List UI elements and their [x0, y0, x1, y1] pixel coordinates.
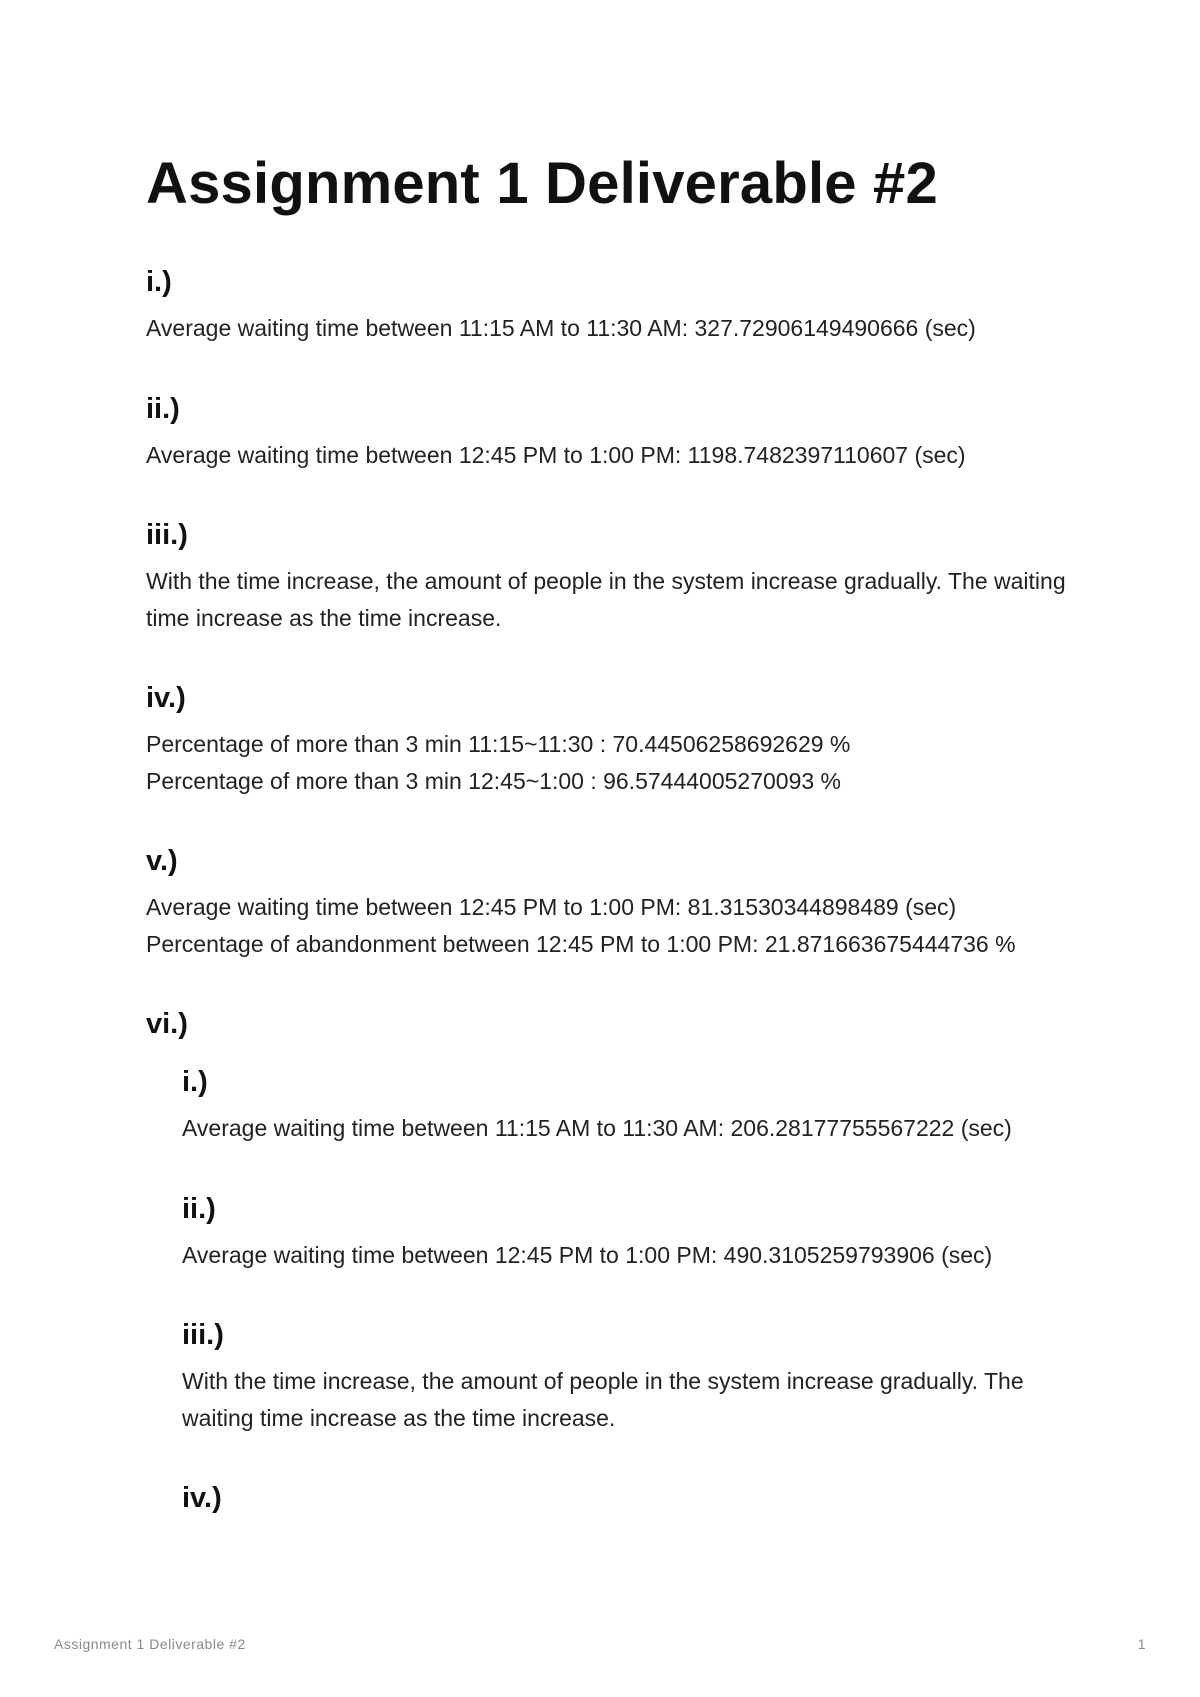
subsection-heading: i.) [182, 1066, 208, 1098]
subsection-line: Average waiting time between 12:45 PM to 1:00 PM: 490.3105259793906 (sec) [182, 1241, 993, 1268]
section-heading: v.) [146, 845, 178, 877]
document-page [146, 148, 1076, 1526]
section-line: Average waiting time between 11:15 AM to 11:30 AM: 327.72906149490666 (sec) [146, 315, 976, 341]
subsection-line: With the time increase, the amount of people in the system increase gradually. The waiting time increase as the time increase. [182, 1368, 1024, 1431]
subsection-line: Average waiting time between 11:15 AM to 11:30 AM: 206.28177755567222 (sec) [182, 1115, 1012, 1141]
section-body [146, 437, 1076, 474]
section-heading: i.) [146, 266, 172, 298]
page-footer [54, 1636, 1146, 1652]
section-vi [146, 1006, 1076, 1516]
section-ii [146, 391, 1076, 474]
section-line: Percentage of more than 3 min 12:45~1:00 : 96.57444005270093 % [146, 767, 841, 794]
section-body [146, 726, 1076, 799]
section-v [146, 843, 1076, 962]
section-iii [146, 517, 1076, 636]
subsection-vi-ii [182, 1191, 1072, 1274]
section-body [146, 563, 1076, 636]
section-heading: iv.) [146, 682, 186, 714]
section-heading: ii.) [146, 392, 180, 425]
section-body [146, 310, 1076, 347]
footer-page-number: 1 [1137, 1636, 1146, 1652]
subsection-heading: iii.) [182, 1319, 224, 1351]
section-line: Average waiting time between 12:45 PM to 1:00 PM: 1198.7482397110607 (sec) [146, 441, 966, 468]
subsection-heading: iv.) [182, 1482, 222, 1514]
section-line: Average waiting time between 12:45 PM to 1:00 PM: 81.31530344898489 (sec) [146, 894, 957, 920]
section-heading: iii.) [146, 519, 188, 551]
subsection-body [182, 1237, 1072, 1274]
subsection-body [182, 1363, 1072, 1436]
footer-document-title: Assignment 1 Deliverable #2 [54, 1636, 246, 1652]
section-iv [146, 680, 1076, 799]
section-line: Percentage of abandonment between 12:45 PM to 1:00 PM: 21.871663675444736 % [146, 930, 1016, 957]
subsection-body [182, 1110, 1072, 1147]
subsection-vi-iv [182, 1480, 1072, 1516]
section-line: Percentage of more than 3 min 11:15~11:30 : 70.44506258692629 % [146, 731, 851, 757]
section-i [146, 264, 1076, 347]
section-body [146, 889, 1076, 962]
subsection-heading: ii.) [182, 1192, 216, 1225]
section-line: With the time increase, the amount of people in the system increase gradually. The waiting time increase as the time increase. [146, 568, 1066, 631]
section-heading: vi.) [146, 1008, 188, 1040]
subsection-vi-i [182, 1064, 1072, 1147]
document-title: Assignment 1 Deliverable #2 [146, 151, 938, 216]
subsection-vi-iii [182, 1317, 1072, 1436]
